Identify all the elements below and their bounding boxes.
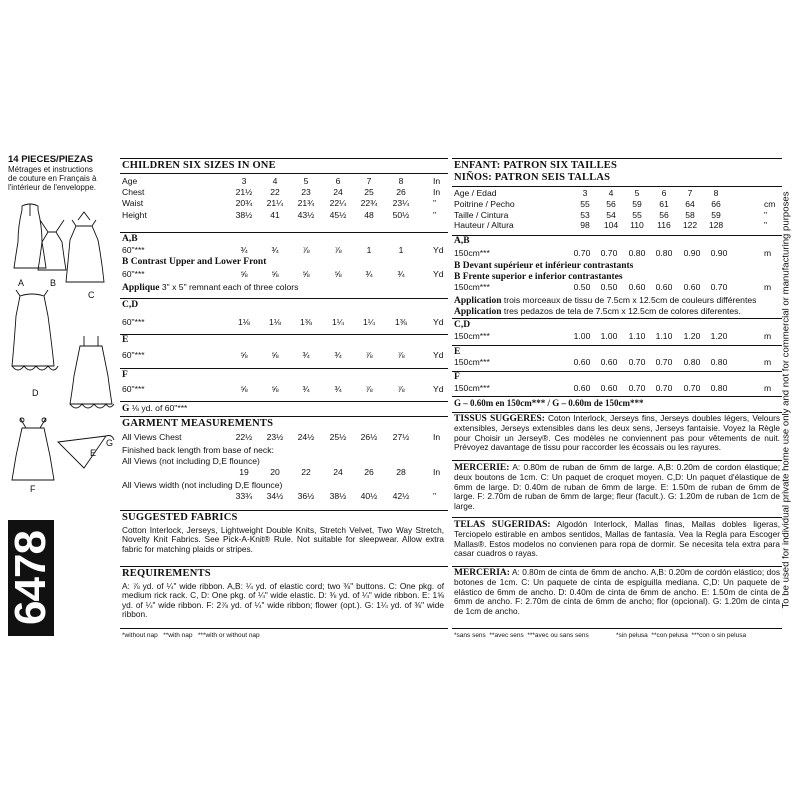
size-value: 64 bbox=[685, 198, 695, 209]
size-value: 66 bbox=[711, 198, 721, 209]
size-value: 22 bbox=[270, 187, 280, 198]
size-value: 33¾ bbox=[235, 491, 253, 501]
size-value: ⅝ bbox=[334, 269, 342, 279]
size-value: 55 bbox=[580, 198, 590, 209]
size-value: 1.00 bbox=[573, 331, 591, 341]
unit-label: Yd bbox=[433, 317, 444, 327]
size-value: 22¼ bbox=[329, 198, 347, 209]
en-ab-header: A,B bbox=[122, 234, 138, 244]
telas-text: Algodón Interlock, Mallas finas, Mallas dobles ligeras, Terciopelo estirable en ambos sentidos, Mallas de fantasía. Vea la Regla para Escoger Mallas®. Estos modelos no convienen para ropa de dormir. Se necesita tela extra para casar cuadros o rayas. bbox=[454, 519, 781, 559]
view-label-c: C bbox=[88, 290, 95, 300]
size-value: 0.60 bbox=[600, 383, 618, 393]
telas-sugeridas bbox=[454, 520, 780, 559]
es-contrast-header: B Frente superior e inferior contrastantes bbox=[454, 272, 623, 282]
fr-cd-header: C,D bbox=[454, 320, 471, 330]
size-value: 21¼ bbox=[266, 198, 284, 209]
size-value: 0.80 bbox=[683, 357, 701, 367]
unit-label: In bbox=[433, 176, 441, 186]
row-label: 150cm*** bbox=[454, 357, 490, 367]
size-value: 0.70 bbox=[683, 383, 701, 393]
tissus-label: TISSUS SUGGERES: bbox=[454, 414, 545, 424]
size-value: 7 bbox=[687, 188, 693, 198]
mercerie bbox=[454, 463, 780, 511]
unit-label: m bbox=[764, 383, 772, 393]
size-value: ⅞ bbox=[397, 384, 405, 394]
size-value: ⅞ bbox=[397, 350, 405, 360]
french-spanish-column bbox=[452, 158, 782, 648]
size-value: ¾ bbox=[334, 350, 342, 360]
en-back-label-1: Finished back length from base of neck: bbox=[122, 445, 274, 455]
size-value: 1.20 bbox=[683, 331, 701, 341]
row-label: 150cm*** bbox=[454, 282, 490, 292]
size-value: 1⅜ bbox=[395, 317, 407, 327]
size-value: 128 bbox=[708, 220, 724, 231]
en-g-label: G bbox=[122, 404, 130, 414]
en-applique bbox=[122, 282, 298, 293]
size-value: 34½ bbox=[266, 491, 284, 501]
en-applique-text: 3" x 5" remnant each of three colors bbox=[159, 282, 299, 292]
size-value: 45½ bbox=[329, 209, 347, 220]
en-cd-header: C,D bbox=[122, 300, 139, 310]
size-value: 98 bbox=[580, 220, 590, 231]
row-label: Hauteur / Altura bbox=[454, 220, 514, 231]
requirements-text: A: ⅞ yd. of ¼" wide ribbon. A,B: ¼ yd. of elastic cord; two ⅜" buttons. C: One pkg. of medium rick rack. C, D: One pkg. of ¼" wide elastic. D: ⅜ yd. of ¼" wide ribbon. E: 1⅝ yd. of ¼" wide ribbon. F: 2⅞ yd. of ¼" wide ribbon; flower (opt.). G: 1¼ yd. of ⅜" wide ribbon. bbox=[122, 581, 444, 620]
size-value: 0.90 bbox=[683, 248, 701, 258]
size-value: 22 bbox=[301, 467, 311, 477]
row-label: Taille / Cintura bbox=[454, 209, 509, 220]
size-value: 7 bbox=[366, 176, 372, 186]
unit-label: Yd bbox=[433, 269, 444, 279]
english-footnote: *without nap **with nap ***with or without nap bbox=[122, 632, 260, 639]
row-label: Age / Edad bbox=[454, 188, 497, 198]
en-g-text: ⅛ yd. of 60"*** bbox=[129, 403, 188, 413]
size-value: ¾ bbox=[240, 245, 248, 255]
size-value: 56 bbox=[659, 209, 669, 220]
fr-e-header: E bbox=[454, 347, 461, 357]
pattern-number: 6478 bbox=[6, 531, 55, 625]
row-label: 60"*** bbox=[122, 245, 145, 255]
size-value: 5 bbox=[303, 176, 309, 186]
size-value: 43½ bbox=[297, 209, 315, 220]
pieces-note-line1: Métrages et instructions bbox=[8, 165, 93, 174]
size-value: 1⅜ bbox=[300, 317, 312, 327]
unit-label: " bbox=[764, 220, 768, 231]
size-value: 0.70 bbox=[628, 383, 646, 393]
size-value: 4 bbox=[608, 188, 614, 198]
fr-application-label: Application bbox=[454, 296, 502, 306]
es-application bbox=[454, 306, 741, 317]
size-value: 25½ bbox=[329, 432, 347, 442]
unit-label: m bbox=[764, 248, 772, 258]
row-label: 60"*** bbox=[122, 317, 145, 327]
size-value: 0.70 bbox=[573, 248, 591, 258]
size-value: 25 bbox=[364, 187, 374, 198]
spanish-title: NIÑOS: PATRON SEIS TALLAS bbox=[454, 172, 611, 183]
size-value: 0.60 bbox=[573, 357, 591, 367]
size-value: 21½ bbox=[235, 187, 253, 198]
size-value: 23½ bbox=[266, 432, 284, 442]
unit-label: In bbox=[433, 467, 441, 477]
size-value: 1¼ bbox=[332, 317, 344, 327]
size-value: 21¾ bbox=[297, 198, 315, 209]
size-value: 22½ bbox=[235, 432, 253, 442]
unit-label: m bbox=[764, 282, 772, 292]
size-value: 3 bbox=[582, 188, 588, 198]
mercerie-label: MERCERIE: bbox=[454, 463, 510, 473]
size-value: 104 bbox=[603, 220, 619, 231]
size-value: 59 bbox=[711, 209, 721, 220]
fr-f-header: F bbox=[454, 372, 460, 382]
view-label-a: A bbox=[18, 278, 25, 288]
size-value: 0.80 bbox=[710, 383, 728, 393]
size-value: ⅝ bbox=[240, 384, 248, 394]
size-value: 1.20 bbox=[710, 331, 728, 341]
pieces-count: 14 PIECES/PIEZAS bbox=[8, 154, 94, 165]
row-label: Age bbox=[122, 176, 138, 186]
unit-label: Yd bbox=[433, 350, 444, 360]
size-value: 19 bbox=[239, 467, 249, 477]
size-value: 122 bbox=[682, 220, 698, 231]
size-value: 116 bbox=[657, 220, 671, 231]
size-value: 26 bbox=[396, 187, 406, 198]
size-value: 3 bbox=[241, 176, 247, 186]
size-value: 0.60 bbox=[573, 383, 591, 393]
size-value: ⅞ bbox=[334, 245, 342, 255]
size-value: ¾ bbox=[302, 384, 310, 394]
row-label: 60"*** bbox=[122, 269, 145, 279]
spanish-footnote: *sin pelusa **con pelusa ***con o sin pelusa bbox=[616, 632, 747, 639]
en-width-label: All Views width (not including D,E flounce) bbox=[122, 480, 283, 490]
row-label: 150cm*** bbox=[454, 331, 490, 341]
view-label-f: F bbox=[30, 484, 36, 494]
size-value: ⅝ bbox=[271, 384, 279, 394]
tissus-text: Coton Interlock, Jerseys fins, Jerseys doubles légers, Velours extensibles, Jerseys extensibles dans les deux sens, Jerseys fantaisie. Voyez la Règle pour Choisir un Jersey®. Ces modèles ne conviennent pas pour vêtements de nuit. Prévoyez davantage de tissu pour raccorder les écossais ou les rayures. bbox=[454, 413, 780, 453]
es-application-label: Application bbox=[454, 307, 502, 317]
size-value: 0.70 bbox=[710, 282, 728, 292]
fr-ab-header: A,B bbox=[454, 236, 470, 246]
view-label-b: B bbox=[50, 278, 57, 288]
size-value: 40½ bbox=[360, 491, 378, 501]
size-value: 20 bbox=[270, 467, 280, 477]
size-value: 0.60 bbox=[628, 282, 646, 292]
size-value: 8 bbox=[713, 188, 719, 198]
size-value: ⅞ bbox=[365, 384, 373, 394]
size-value: 0.70 bbox=[600, 248, 618, 258]
garment-views-illustration bbox=[8, 196, 116, 526]
en-applique-label: Applique bbox=[122, 283, 160, 293]
english-column bbox=[120, 158, 448, 648]
unit-label: In bbox=[433, 187, 441, 198]
view-label-e: E bbox=[90, 448, 97, 458]
size-value: 6 bbox=[661, 188, 667, 198]
size-value: 110 bbox=[630, 220, 644, 231]
size-value: ⅞ bbox=[302, 245, 310, 255]
fr-contrast-header: B Devant supérieur et inférieur contrastants bbox=[454, 261, 634, 271]
french-title: ENFANT: PATRON SIX TAILLES bbox=[454, 160, 618, 171]
size-value: 38½ bbox=[235, 209, 253, 220]
size-value: 0.80 bbox=[710, 357, 728, 367]
row-label: 150cm*** bbox=[454, 383, 490, 393]
en-f-header: F bbox=[122, 370, 128, 380]
size-value: ⅝ bbox=[302, 269, 310, 279]
row-label: Height bbox=[122, 209, 147, 220]
en-g-line bbox=[122, 403, 187, 414]
size-value: ⅝ bbox=[240, 269, 248, 279]
row-label: Poitrine / Pecho bbox=[454, 198, 515, 209]
requirements-title: REQUIREMENTS bbox=[122, 568, 211, 579]
size-value: 26 bbox=[364, 467, 374, 477]
size-value: 0.70 bbox=[655, 383, 673, 393]
size-value: 0.80 bbox=[628, 248, 646, 258]
size-value: 38½ bbox=[329, 491, 347, 501]
size-value: 1⅛ bbox=[238, 317, 250, 327]
size-value: 22¾ bbox=[360, 198, 378, 209]
size-value: 0.60 bbox=[655, 282, 673, 292]
size-value: 0.70 bbox=[628, 357, 646, 367]
size-value: 41 bbox=[270, 209, 280, 220]
unit-label: m bbox=[764, 357, 772, 367]
unit-label: " bbox=[433, 491, 437, 501]
garment-measurements-title: GARMENT MEASUREMENTS bbox=[122, 418, 274, 429]
size-value: 1 bbox=[398, 245, 404, 255]
size-value: 0.50 bbox=[600, 282, 618, 292]
size-value: 4 bbox=[272, 176, 278, 186]
fr-application bbox=[454, 295, 756, 306]
row-label: Chest bbox=[122, 187, 145, 198]
view-label-g: G bbox=[106, 438, 114, 448]
unit-label: " bbox=[433, 209, 437, 220]
size-value: 54 bbox=[606, 209, 616, 220]
unit-label: m bbox=[764, 331, 772, 341]
size-value: 61 bbox=[659, 198, 669, 209]
size-value: 23¼ bbox=[392, 198, 410, 209]
size-value: 0.90 bbox=[710, 248, 728, 258]
row-label: All Views Chest bbox=[122, 432, 182, 442]
suggested-fabrics-title: SUGGESTED FABRICS bbox=[122, 512, 238, 523]
size-value: 8 bbox=[398, 176, 404, 186]
size-value: ¾ bbox=[271, 245, 279, 255]
size-value: 0.50 bbox=[573, 282, 591, 292]
size-value: 50½ bbox=[392, 209, 410, 220]
row-label: 60"*** bbox=[122, 350, 145, 360]
size-value: 53 bbox=[580, 209, 590, 220]
size-value: 23 bbox=[301, 187, 311, 198]
size-value: 1¼ bbox=[363, 317, 375, 327]
usage-notice: To be used for individual private home use only and not for commercial or manufacturing purposes bbox=[780, 191, 792, 609]
fr-g-line: G – 0.60m en 150cm*** / G – 0.60m de 150cm*** bbox=[454, 398, 644, 408]
size-value: ⅝ bbox=[271, 269, 279, 279]
unit-label: cm bbox=[764, 198, 776, 209]
mercerie-text: A: 0.80m de ruban de 6mm de large. A,B: 0.20m de cordon élastique; deux boutons de 1cm. C: Un paquet de croquet moyen. C,D: Un paquet d'élastique de 6mm de large. D: 0.40m de ruban de 6mm de large. E: 1.50m de ruban de 6mm de large. F: 2.70m de ruban de 6mm de large; fleur (facult.). G: 1.20m de ruban de 1cm de large. bbox=[454, 462, 780, 511]
merceria-label: MERCERIA: bbox=[454, 568, 510, 578]
size-value: 48 bbox=[364, 209, 374, 220]
en-e-header: E bbox=[122, 335, 129, 345]
size-value: 0.70 bbox=[655, 357, 673, 367]
size-value: 1 bbox=[366, 245, 372, 255]
size-value: 0.60 bbox=[683, 282, 701, 292]
size-value: 55 bbox=[632, 209, 642, 220]
size-value: 26½ bbox=[360, 432, 378, 442]
size-value: ¾ bbox=[334, 384, 342, 394]
size-value: 28 bbox=[396, 467, 406, 477]
telas-label: TELAS SUGERIDAS: bbox=[454, 520, 551, 530]
fr-application-text: trois morceaux de tissu de 7.5cm x 12.5cm de couleurs différentes bbox=[501, 295, 757, 305]
size-value: 24 bbox=[333, 187, 343, 198]
size-value: 36½ bbox=[297, 491, 315, 501]
size-value: 1⅛ bbox=[269, 317, 281, 327]
french-footnote: *sans sens **avec sens ***avec ou sans sens bbox=[454, 632, 589, 639]
size-value: 59 bbox=[632, 198, 642, 209]
size-value: 6 bbox=[335, 176, 341, 186]
size-value: 58 bbox=[685, 209, 695, 220]
unit-label: " bbox=[433, 198, 437, 209]
unit-label: In bbox=[433, 432, 441, 442]
size-value: 56 bbox=[606, 198, 616, 209]
size-value: 5 bbox=[634, 188, 640, 198]
size-value: 0.80 bbox=[655, 248, 673, 258]
size-value: 42½ bbox=[392, 491, 410, 501]
size-value: ¾ bbox=[397, 269, 405, 279]
size-value: 20¾ bbox=[235, 198, 253, 209]
row-label: Waist bbox=[122, 198, 144, 209]
size-value: ⅞ bbox=[365, 350, 373, 360]
suggested-fabrics-text: Cotton Interlock, Jerseys, Lightweight Double Knits, Stretch Velvet, Two Way Stretch, Novelty Knit Fabrics. See Pick-A-Knit® Rule. Not suitable for sleepwear. Allow extra fabric for matching plaids or stripes. bbox=[122, 525, 444, 554]
row-label: 60"*** bbox=[122, 384, 145, 394]
size-value: 24½ bbox=[297, 432, 315, 442]
unit-label: Yd bbox=[433, 245, 444, 255]
row-label: 150cm*** bbox=[454, 248, 490, 258]
unit-label: Yd bbox=[433, 384, 444, 394]
size-value: 24 bbox=[333, 467, 343, 477]
size-value: ⅝ bbox=[240, 350, 248, 360]
english-title: CHILDREN SIX SIZES IN ONE bbox=[122, 160, 276, 171]
size-value: ¾ bbox=[365, 269, 373, 279]
merceria-text: A: 0.80m de cinta de 6mm de ancho. A,B: 0.20m de cordón elástico; dos botones de 1cm. C: Un paquete de cinta de espiguilla mediana. C,D: Un paquete de elástico de 6mm de ancho. D: 0.40m de cinta de 6mm de ancho. E: 1.50m de cinta de 6mm de ancho. F: 2.70m de cinta de 6mm de ancho; flor (opcional). G: 1.20m de cinta de 1cm de ancho. bbox=[454, 567, 780, 616]
pieces-note-line2: de couture en Français à bbox=[8, 174, 97, 183]
size-value: 1.10 bbox=[628, 331, 646, 341]
tissus-suggeres bbox=[454, 414, 780, 453]
size-value: 27½ bbox=[392, 432, 410, 442]
unit-label: " bbox=[764, 209, 768, 220]
size-value: 0.60 bbox=[600, 357, 618, 367]
size-value: ¾ bbox=[302, 350, 310, 360]
view-label-d: D bbox=[32, 388, 39, 398]
size-value: 1.00 bbox=[600, 331, 618, 341]
size-value: 1.10 bbox=[655, 331, 673, 341]
pattern-number-block bbox=[8, 520, 54, 636]
merceria bbox=[454, 568, 780, 616]
es-application-text: tres pedazos de tela de 7.5cm x 12.5cm de colores diferentes. bbox=[501, 306, 741, 316]
size-value: ⅝ bbox=[271, 350, 279, 360]
en-contrast-header: B Contrast Upper and Lower Front bbox=[122, 257, 267, 267]
pieces-note-line3: l'intérieur de l'enveloppe. bbox=[8, 183, 96, 192]
en-back-label-2: All Views (not including D,E flounce) bbox=[122, 456, 260, 466]
